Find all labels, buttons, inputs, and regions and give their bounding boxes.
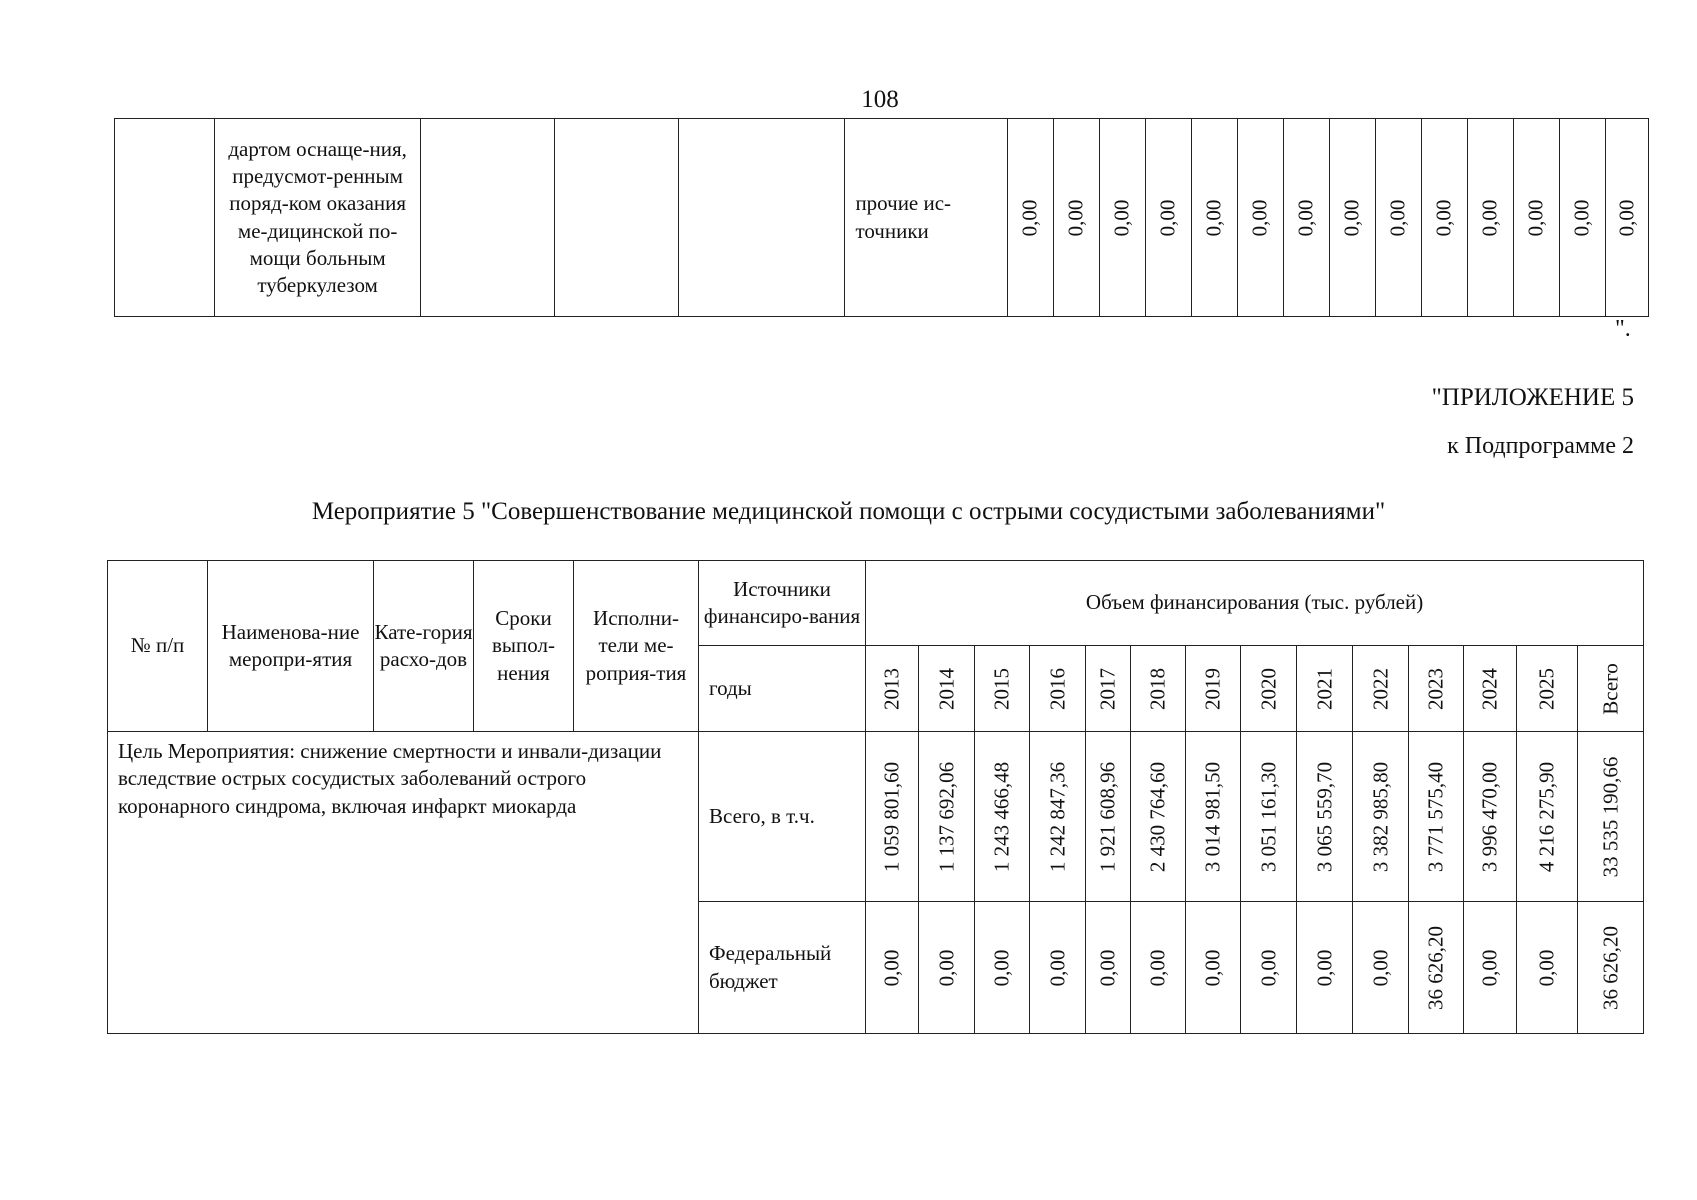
federal-value-cell: 0,00: [1186, 902, 1241, 1034]
year-header: 2024: [1464, 646, 1517, 732]
federal-value-cell: 0,00: [1030, 902, 1086, 1034]
header-num: № п/п: [108, 561, 208, 732]
total-value-cell: 1 059 801,60: [866, 732, 919, 902]
continued-name-cell: дартом оснаще-ния, предусмот-ренным поряд-ком оказания ме-дицинской по-мощи больным туберкулезом: [215, 119, 421, 317]
year-header: 2023: [1409, 646, 1464, 732]
year-header: 2025: [1517, 646, 1578, 732]
year-header: 2018: [1131, 646, 1186, 732]
total-value-cell: 3 065 559,70: [1297, 732, 1353, 902]
continued-value-cell: 0,00: [1145, 119, 1191, 317]
continued-value-cell: 0,00: [1421, 119, 1467, 317]
continued-value-cell: 0,00: [1007, 119, 1053, 317]
federal-value-cell: 36 626,20: [1578, 902, 1644, 1034]
continued-value-cell: 0,00: [1283, 119, 1329, 317]
federal-value-cell: 0,00: [1353, 902, 1409, 1034]
continued-value-cell: 0,00: [1329, 119, 1375, 317]
row-source-federal: Федеральный бюджет: [699, 902, 866, 1034]
total-value-cell: 3 771 575,40: [1409, 732, 1464, 902]
year-header: 2014: [919, 646, 975, 732]
continued-value-cell: 0,00: [1467, 119, 1513, 317]
continued-terms-cell: [555, 119, 679, 317]
total-value-cell: 3 382 985,80: [1353, 732, 1409, 902]
appendix-subtitle: к Подпрограмме 2: [1447, 433, 1634, 459]
year-header: 2016: [1030, 646, 1086, 732]
federal-value-cell: 0,00: [1131, 902, 1186, 1034]
year-header: 2020: [1241, 646, 1297, 732]
continued-value-cell: 0,00: [1191, 119, 1237, 317]
federal-value-cell: 0,00: [1086, 902, 1131, 1034]
total-value-cell: 3 014 981,50: [1186, 732, 1241, 902]
continued-value-cell: 0,00: [1053, 119, 1099, 317]
continued-category-cell: [421, 119, 555, 317]
continued-value-cell: 0,00: [1559, 119, 1605, 317]
financing-table: [107, 560, 1644, 1034]
total-value-cell: 1 242 847,36: [1030, 732, 1086, 902]
appendix-title: "ПРИЛОЖЕНИЕ 5: [1431, 384, 1634, 411]
continued-value-cell: 0,00: [1513, 119, 1559, 317]
federal-value-cell: 0,00: [1297, 902, 1353, 1034]
total-value-cell: 1 243 466,48: [975, 732, 1030, 902]
header-years-label: годы: [699, 646, 866, 732]
continued-num-cell: [115, 119, 215, 317]
continued-value-cell: 0,00: [1605, 119, 1648, 317]
header-name: Наименова-ние меропри-ятия: [208, 561, 374, 732]
year-header: 2022: [1353, 646, 1409, 732]
total-value-cell: 2 430 764,60: [1131, 732, 1186, 902]
row-source-total: Всего, в т.ч.: [699, 732, 866, 902]
page-number: 108: [861, 86, 899, 113]
federal-value-cell: 36 626,20: [1409, 902, 1464, 1034]
total-value-cell: 1 137 692,06: [919, 732, 975, 902]
total-value-cell: 4 216 275,90: [1517, 732, 1578, 902]
federal-value-cell: 0,00: [1241, 902, 1297, 1034]
year-header: 2013: [866, 646, 919, 732]
continued-value-cell: 0,00: [1237, 119, 1283, 317]
federal-value-cell: 0,00: [1517, 902, 1578, 1034]
federal-value-cell: 0,00: [1464, 902, 1517, 1034]
measure-title: Мероприятие 5 "Совершенствование медицинской помощи с острыми сосудистыми заболеваниями": [311, 498, 1386, 525]
closing-quote: ".: [1615, 316, 1631, 342]
header-executors: Исполни-тели ме-роприя-тия: [574, 561, 699, 732]
year-header: 2017: [1086, 646, 1131, 732]
year-header: 2021: [1297, 646, 1353, 732]
goal-text: Цель Мероприятия: снижение смертности и инвали-дизации вследствие острых сосудистых заболеваний острого коронарного синдрома, включая инфаркт миокарда: [108, 732, 699, 1034]
federal-value-cell: 0,00: [975, 902, 1030, 1034]
header-terms: Сроки выпол-нения: [474, 561, 574, 732]
continued-table: [114, 118, 1649, 317]
continued-executors-cell: [679, 119, 845, 317]
total-value-cell: 3 051 161,30: [1241, 732, 1297, 902]
federal-value-cell: 0,00: [866, 902, 919, 1034]
year-header: 2019: [1186, 646, 1241, 732]
continued-source-cell: прочие ис-точники: [845, 119, 1007, 317]
total-value-cell: 33 535 190,66: [1578, 732, 1644, 902]
year-header-total: Всего: [1578, 646, 1644, 732]
continued-value-cell: 0,00: [1375, 119, 1421, 317]
total-value-cell: 3 996 470,00: [1464, 732, 1517, 902]
federal-value-cell: 0,00: [919, 902, 975, 1034]
header-sources: Источники финансиро-вания: [699, 561, 866, 646]
continued-value-cell: 0,00: [1099, 119, 1145, 317]
year-header: 2015: [975, 646, 1030, 732]
total-value-cell: 1 921 608,96: [1086, 732, 1131, 902]
header-category: Кате-гория расхо-дов: [374, 561, 474, 732]
header-volume: Объем финансирования (тыс. рублей): [866, 561, 1644, 646]
